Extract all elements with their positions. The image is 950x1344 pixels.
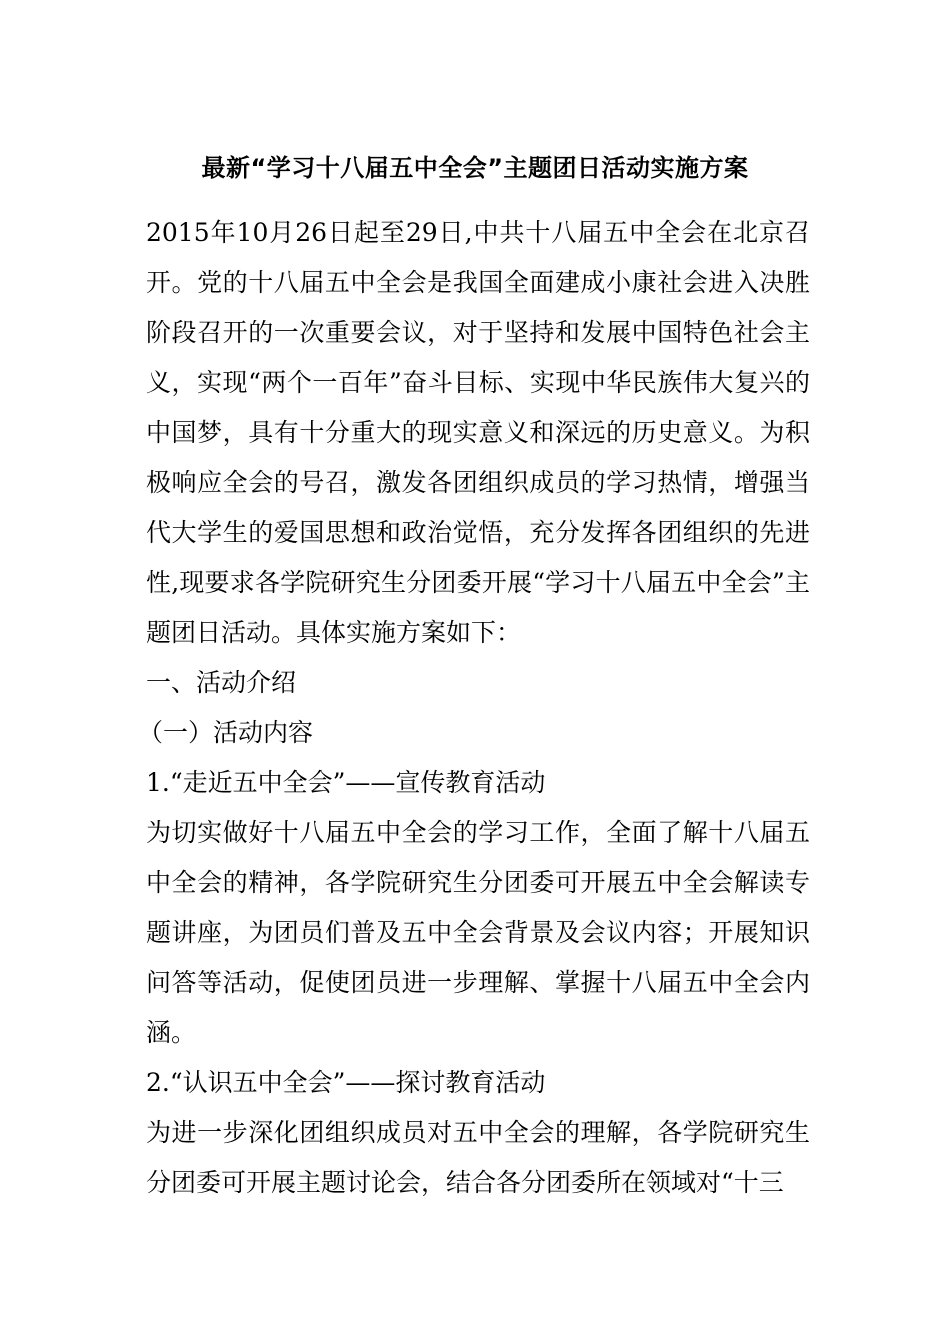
item-heading-2: 2.“认识五中全会”——探讨教育活动 — [146, 1068, 546, 1097]
item-paragraph-2: 为进一步深化团组织成员对五中全会的理解，各学院研究生分团委可开展主题讨论会，结合各分团委所在领域对“十三 — [146, 1118, 810, 1197]
section-heading-activity-intro: 一、活动介绍 — [146, 668, 297, 697]
item-paragraph-1: 为切实做好十八届五中全会的学习工作，全面了解十八届五中全会的精神，各学院研究生分团委可开展五中全会解读专题讲座，为团员们普及五中全会背景及会议内容；开展知识问答等活动，促使团员进一步理解、掌握十八届五中全会内涵。 — [146, 818, 810, 1047]
intro-paragraph: 2015年10月26日起至29日,中共十八届五中全会在北京召开。党的十八届五中全会是我国全面建成小康社会进入决胜阶段召开的一次重要会议，对于坚持和发展中国特色社会主义，实现“两个一百年”奋斗目标、实现中华民族伟大复兴的中国梦，具有十分重大的现实意义和深远的历史意义。为积极响应全会的号召，激发各团组织成员的学习热情，增强当代大学生的爱国思想和政治觉悟，充分发挥各团组织的先进性,现要求各学院研究生分团委开展“学习十八届五中全会”主题团日活动。具体实施方案如下： — [146, 218, 810, 647]
subsection-heading-activity-content: （一）活动内容 — [138, 718, 314, 747]
document-title: 最新“学习十八届五中全会”主题团日活动实施方案 — [201, 154, 749, 182]
document-body — [138, 208, 810, 1208]
item-heading-1: 1.“走近五中全会”——宣传教育活动 — [146, 768, 546, 797]
